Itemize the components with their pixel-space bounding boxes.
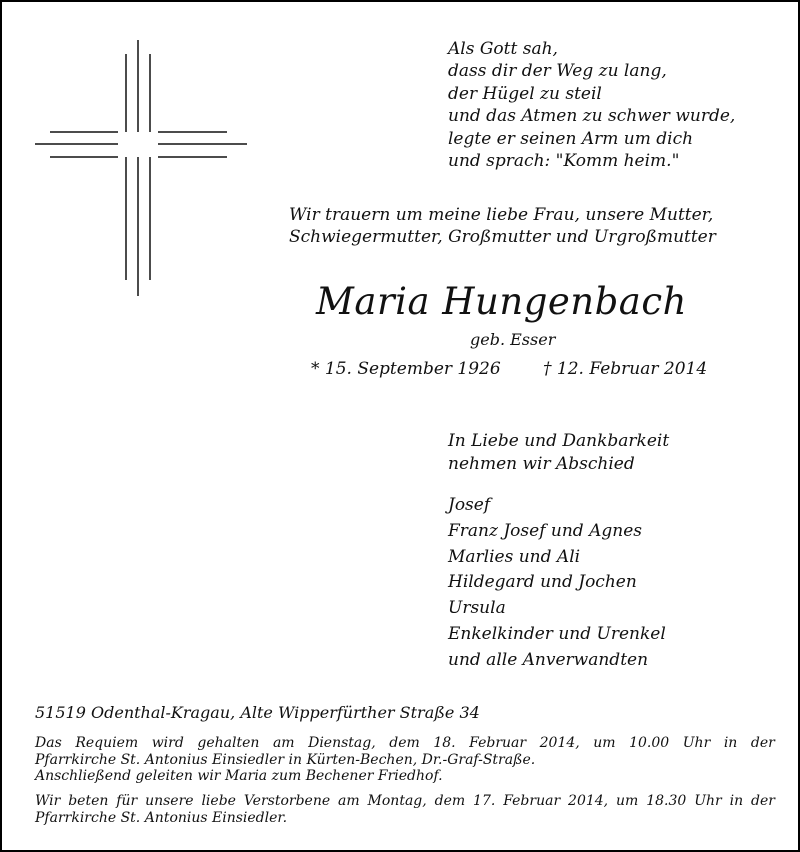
- poem-line: der Hügel zu steil: [448, 83, 602, 104]
- word: am: [272, 735, 295, 751]
- requiem-notice: [35, 735, 775, 785]
- birth-name: geb. Esser: [470, 330, 556, 349]
- mourning-statement: [289, 204, 716, 248]
- poem: [448, 38, 735, 172]
- word: 17.: [473, 793, 496, 809]
- word: 10.00: [629, 735, 670, 751]
- family-address: 51519 Odenthal-Kragau, Alte Wipperfürther Straße 34: [35, 703, 480, 722]
- word: Montag,: [367, 793, 427, 809]
- word: um: [593, 735, 616, 751]
- prayer-notice: [35, 793, 775, 826]
- word: in: [729, 793, 744, 809]
- requiem-line-justified: [35, 735, 775, 752]
- word: gehalten: [197, 735, 260, 751]
- word: dem: [389, 735, 420, 751]
- poem-line: und sprach: "Komm heim.": [448, 151, 680, 172]
- word: 2014,: [568, 793, 609, 809]
- word: dem: [434, 793, 466, 809]
- word: am: [338, 793, 360, 809]
- family-member: und alle Anverwandten: [448, 649, 649, 670]
- word: Das: [35, 735, 62, 751]
- poem-line: legte er seinen Arm um dich: [448, 128, 694, 149]
- requiem-line: Pfarrkirche St. Antonius Einsiedler in Kürten-Bechen, Dr.-Graf-Straße.: [35, 751, 536, 768]
- word: Requiem: [75, 735, 139, 751]
- word: Verstorbene: [243, 793, 331, 809]
- birth-date: * 15. September 1926: [311, 359, 501, 379]
- word: 18.30: [646, 793, 687, 809]
- word: liebe: [201, 793, 236, 809]
- cross-icon: [2, 2, 262, 302]
- prayer-line-justified: [35, 793, 775, 810]
- word: Wir: [35, 793, 61, 809]
- mourning-line: Wir trauern um meine liebe Frau, unsere Mutter,: [289, 205, 714, 225]
- farewell-statement: [448, 430, 669, 475]
- farewell-line: nehmen wir Abschied: [448, 453, 635, 474]
- word: der: [750, 793, 775, 809]
- word: 18.: [433, 735, 456, 751]
- family-member: Josef: [448, 495, 491, 515]
- word: in: [723, 735, 738, 751]
- word: Dienstag,: [308, 735, 376, 751]
- mourning-line: Schwiegermutter, Großmutter und Urgroßmutter: [289, 227, 716, 247]
- prayer-line: Pfarrkirche St. Antonius Einsiedler.: [35, 809, 288, 826]
- poem-line: Als Gott sah,: [448, 39, 558, 59]
- family-member: Marlies und Ali: [448, 546, 581, 567]
- word: für: [116, 793, 138, 809]
- poem-line: dass dir der Weg zu lang,: [448, 61, 667, 82]
- death-date: † 12. Februar 2014: [543, 359, 708, 379]
- family-member: Enkelkinder und Urenkel: [448, 623, 666, 644]
- word: Uhr: [694, 793, 722, 809]
- family-list: [448, 493, 666, 674]
- word: unsere: [145, 793, 194, 809]
- word: Uhr: [682, 735, 711, 751]
- word: beten: [68, 793, 109, 809]
- farewell-line: In Liebe und Dankbarkeit: [448, 431, 670, 451]
- poem-line: und das Atmen zu schwer wurde,: [448, 106, 736, 127]
- word: um: [616, 793, 639, 809]
- requiem-line: Anschließend geleiten wir Maria zum Bechener Friedhof.: [35, 768, 443, 784]
- word: Februar: [469, 735, 527, 751]
- family-member: Hildegard und Jochen: [448, 572, 637, 593]
- deceased-name: Maria Hungenbach: [316, 280, 687, 323]
- word: wird: [151, 735, 184, 751]
- family-member: Ursula: [448, 598, 506, 619]
- word: Februar: [503, 793, 561, 809]
- word: der: [750, 735, 775, 751]
- word: 2014,: [539, 735, 580, 751]
- family-member: Franz Josef und Agnes: [448, 520, 642, 541]
